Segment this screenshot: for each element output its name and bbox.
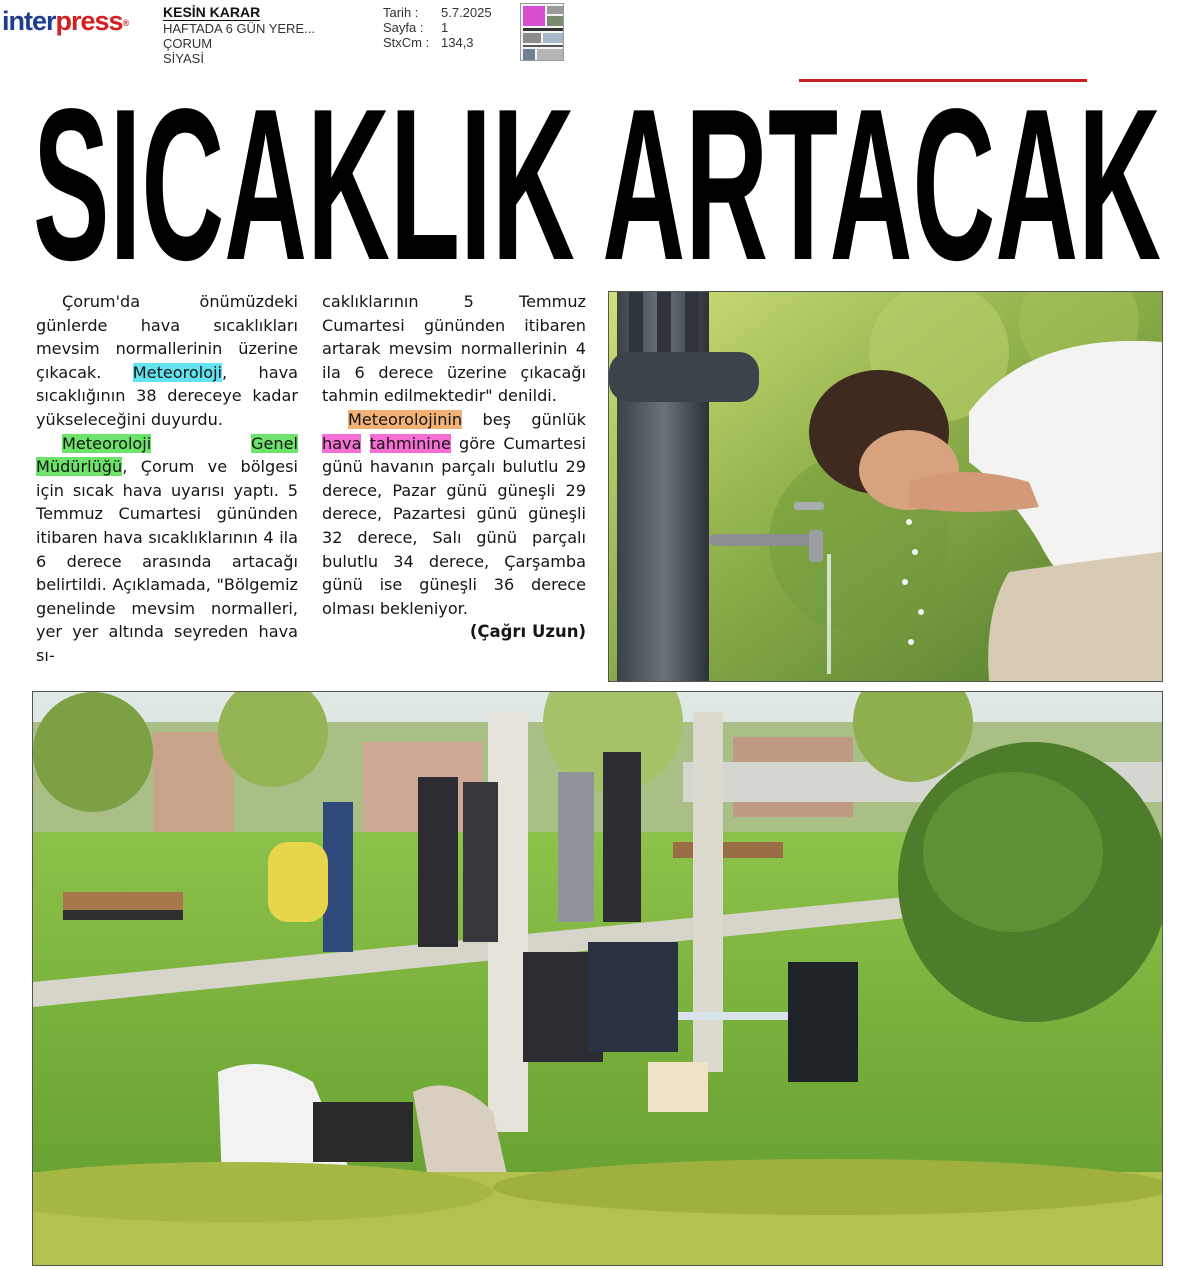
newspaper-name: KESİN KARAR	[163, 4, 261, 20]
publication-frequency: HAFTADA 6 GÜN YERE...	[163, 21, 315, 36]
article-column-1	[36, 290, 298, 668]
red-rule	[799, 79, 1087, 82]
size-value: 134,3	[441, 35, 474, 50]
paragraph-4	[322, 408, 586, 620]
source-info	[163, 5, 315, 66]
p4-text-a: beş günlük	[462, 409, 586, 429]
page-row	[383, 20, 492, 35]
p1-text-b: , hava sıcaklığının 38 dereceye kadar yükseleceğini duyurdu.	[36, 362, 299, 429]
date-row	[383, 5, 492, 20]
interpress-logo	[2, 6, 128, 36]
page-value: 1	[441, 20, 449, 35]
date-label: Tarih :	[383, 5, 419, 20]
photo-park-graphic	[33, 692, 1162, 1265]
publication-city: ÇORUM	[163, 36, 213, 51]
size-label: StxCm :	[383, 35, 430, 50]
date-value: 5.7.2025	[441, 5, 492, 20]
p4-text-b: göre Cumartesi günü havanın parçalı bulutlu 29 derece, Pazar günü güneşli 29 derece, Pazartesi günü güneşli 32 derece, Salı günü parçalı bulutlu 34 derece, Çarşamba günü ise güneşli 36 derece olması bekleniyor.	[322, 433, 586, 618]
highlight-tahminine: tahminine	[369, 433, 451, 453]
highlight-hava: hava	[322, 433, 362, 453]
highlight-meteoroloji-2: Meteoroloji	[62, 433, 152, 453]
size-row	[383, 35, 492, 50]
clip-details	[383, 5, 492, 50]
headline-text: SICAKLIK ARTACAK	[33, 98, 1161, 270]
page-thumbnail[interactable]	[520, 3, 564, 61]
highlight-meteorolojinin: Meteorolojinin	[348, 409, 463, 429]
highlight-meteoroloji: Meteoroloji	[132, 362, 223, 382]
photo-park	[32, 691, 1163, 1266]
logo-text-press: press	[55, 6, 123, 36]
logo-text-inter: inter	[2, 6, 56, 36]
page-thumbnail-graphic	[521, 4, 564, 61]
photo-fountain-graphic	[609, 292, 1162, 681]
p1-text-a: Çorum'da önümüzdeki günlerde hava sıcaklıkları mevsim normallerinin üzerine çıkacak.	[36, 292, 298, 382]
highlight-genel: Genel	[251, 433, 298, 453]
p2-text-b: , Çorum ve bölgesi için sıcak hava uyarısı yaptı. 5 Temmuz Cumartesi gününden itibaren hava sıcaklıklarının 4 ila 6 derece arasında artacağı belirtildi. Açıklamada, "Bölgemiz genelinde mevsim normalleri, yer yer altında seyreden hava sı-	[36, 457, 298, 665]
photo-fountain	[608, 291, 1163, 682]
paragraph-3: caklıklarının 5 Temmuz Cumartesi gününden itibaren artarak mevsim normallerinin 4 ila 6 derece üzerine çıkacağı tahmin edilmektedir" denildi.	[322, 292, 586, 406]
page-label: Sayfa :	[383, 20, 424, 35]
article-column-2	[322, 290, 586, 644]
highlight-mudurlugu: Müdürlüğü	[36, 457, 123, 477]
byline: (Çağrı Uzun)	[469, 622, 586, 642]
headline	[30, 98, 1165, 270]
paragraph-2	[36, 432, 298, 668]
registered-mark: ®	[122, 18, 129, 28]
publication-section: SİYASİ	[163, 51, 204, 66]
paragraph-1	[36, 290, 298, 432]
